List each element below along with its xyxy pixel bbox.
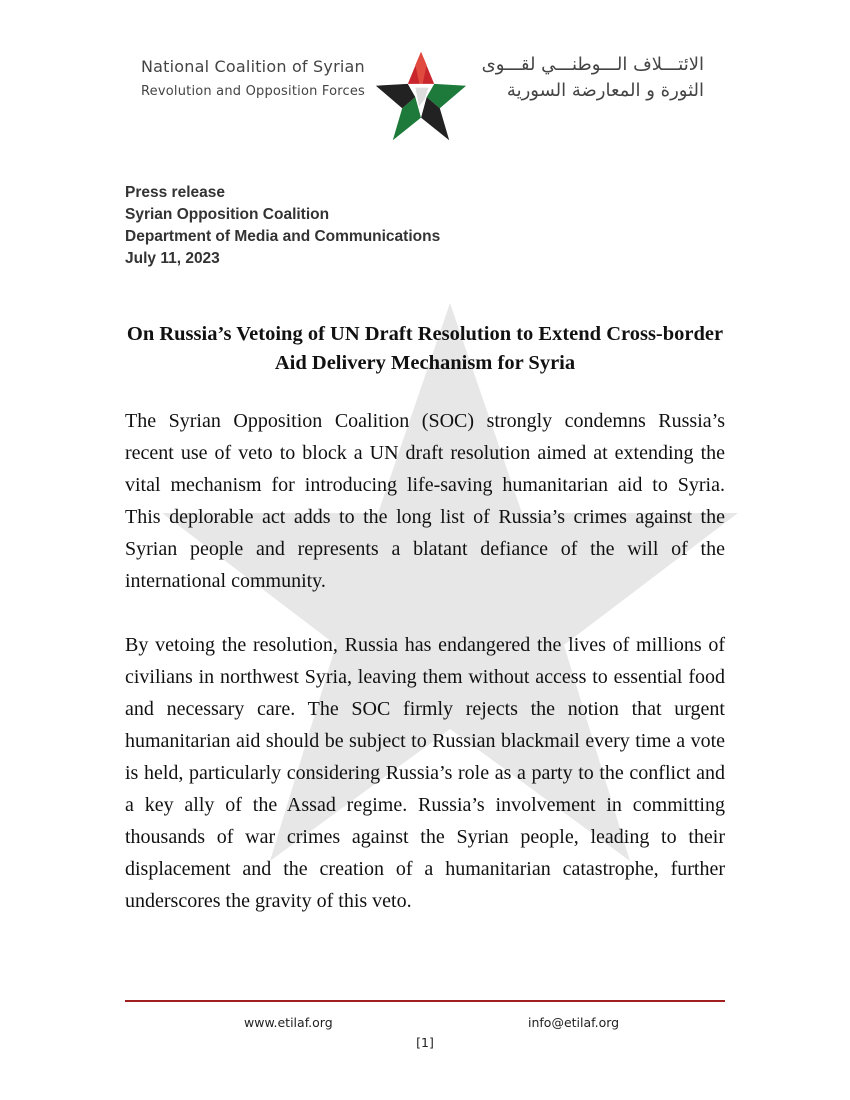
body-paragraph-1: The Syrian Opposition Coalition (SOC) strongly condemns Russia’s recent use of veto to block a UN draft resolution aimed at extending the vital mechanism for introducing life-saving humanitarian aid to Syria. This deplorable act adds to the long list of Russia’s crimes against the Syrian people and represents a blatant defiance of the will of the international community. bbox=[125, 410, 725, 592]
org-name-ar-line1: الائتـــلاف الـــوطنـــي لقـــوى bbox=[481, 54, 704, 75]
page-number: [1] bbox=[416, 1035, 434, 1050]
meta-department: Department of Media and Communications bbox=[125, 228, 441, 245]
footer-website: www.etilaf.org bbox=[244, 1015, 333, 1030]
press-release-meta bbox=[125, 182, 440, 270]
footer-divider bbox=[125, 1000, 725, 1002]
meta-doc-type: Press release bbox=[125, 184, 225, 201]
star-logo-icon bbox=[374, 50, 468, 144]
footer-email: info@etilaf.org bbox=[528, 1015, 620, 1030]
document-title: On Russia’s Vetoing of UN Draft Resolution to Extend Cross-border Aid Delivery Mechanism for Syria bbox=[126, 323, 724, 374]
meta-date: July 11, 2023 bbox=[125, 250, 220, 267]
org-name-ar-line2: الثورة و المعارضة السورية bbox=[506, 80, 704, 101]
meta-organization: Syrian Opposition Coalition bbox=[125, 206, 330, 223]
document-body bbox=[125, 405, 725, 949]
org-name-en bbox=[141, 56, 365, 102]
body-paragraph-2: By vetoing the resolution, Russia has endangered the lives of millions of civilians in northwest Syria, leaving them without access to essential food and necessary care. The SOC firmly rejects the notion that urgent humanitarian aid should be subject to Russian blackmail every time a vote is held, particularly considering Russia’s role as a party to the conflict and a key ally of the Assad regime. Russia’s involvement in committing thousands of war crimes against the Syrian people, leading to their displacement and the creation of a humanitarian catastrophe, further underscores the gravity of this veto. bbox=[125, 634, 725, 912]
org-name-en-line2: Revolution and Opposition Forces bbox=[141, 84, 366, 99]
org-name-en-line1: National Coalition of Syrian bbox=[141, 57, 365, 76]
org-name-ar bbox=[482, 52, 704, 104]
